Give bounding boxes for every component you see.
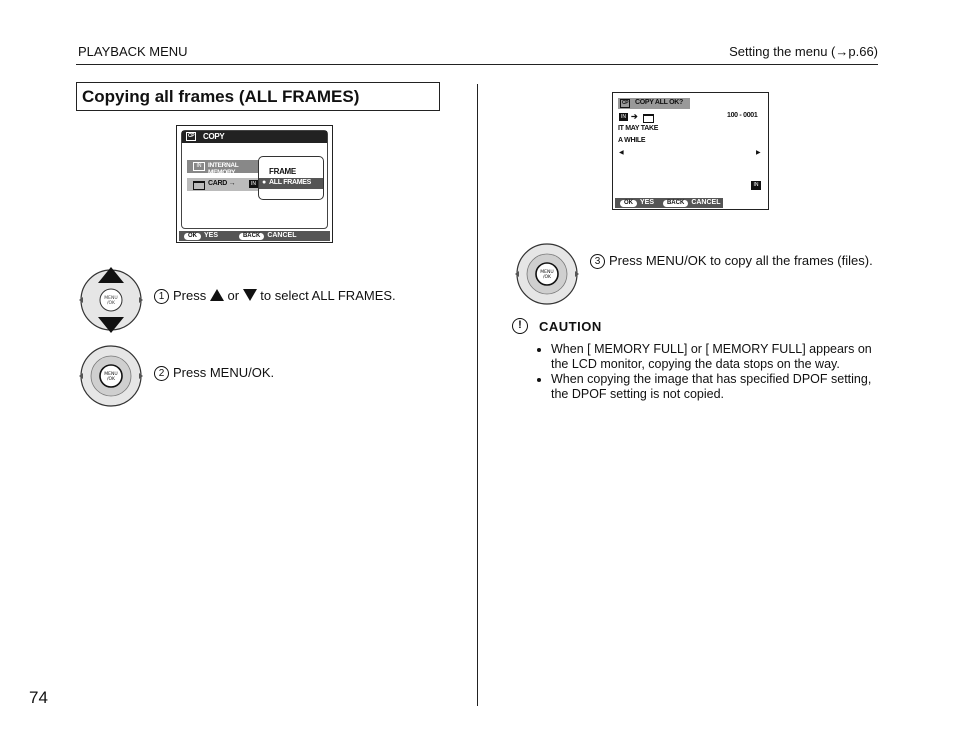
- back-key-icon: BACK: [238, 232, 265, 241]
- copy-icon: CP: [622, 100, 629, 106]
- svg-text:/OK: /OK: [106, 377, 116, 382]
- svg-text:/OK: /OK: [542, 275, 552, 280]
- page-title: Copying all frames (ALL FRAMES): [82, 87, 360, 106]
- down-triangle-icon: [243, 289, 257, 301]
- step-3: 3 Press MENU/OK to copy all the frames (files).: [590, 252, 888, 270]
- internal-memory-icon: IN: [751, 181, 761, 190]
- softkey-bar: [615, 198, 723, 208]
- card-icon: [193, 181, 205, 190]
- card-icon: [643, 114, 654, 123]
- caution-list: [537, 342, 891, 402]
- step-1: 1 Press or to select ALL FRAMES.: [154, 287, 396, 305]
- cancel-label: CANCEL: [691, 199, 721, 206]
- arrow-icon: ➔: [631, 112, 638, 121]
- up-triangle-icon: [210, 289, 224, 301]
- svg-text:MENU: MENU: [104, 372, 118, 377]
- step-number: 3: [590, 254, 605, 269]
- row-card-to-memory: CARD → IN: [187, 178, 259, 191]
- caution-item: • When copying the image that has specified DPOF setting, the DPOF setting is not copied.: [551, 372, 891, 402]
- dpad-menu-ok-icon: [78, 343, 144, 409]
- confirm-title: COPY ALL OK?: [635, 99, 683, 106]
- dpad-menu-ok-icon: [514, 241, 580, 307]
- setting-reference: Setting the menu (→p.66): [729, 44, 878, 59]
- frame-counter: 100 - 0001: [727, 112, 758, 119]
- internal-memory-icon: IN: [621, 114, 626, 120]
- step-number: 2: [154, 366, 169, 381]
- right-arrow-icon: ▶: [756, 150, 761, 156]
- step-2: 2 Press MENU/OK.: [154, 364, 274, 382]
- lcd-screen-copy: [176, 125, 333, 243]
- svg-text:MENU: MENU: [104, 296, 118, 301]
- caution-item: • When [ MEMORY FULL] or [ MEMORY FULL] appears on the LCD monitor, copying the data stops on the way.: [551, 342, 891, 372]
- section-header: PLAYBACK MENU: [78, 44, 188, 59]
- copy-options-popup: [258, 156, 324, 200]
- lcd-screen-copy-all-ok: [612, 92, 769, 210]
- svg-text:/OK: /OK: [106, 301, 116, 306]
- ok-key-icon: OK: [619, 199, 638, 208]
- left-arrow-icon: ◀: [619, 150, 624, 156]
- copy-icon: CP: [188, 133, 195, 139]
- svg-text:MENU: MENU: [540, 270, 554, 275]
- step-number: 1: [154, 289, 169, 304]
- ok-key-icon: OK: [183, 232, 202, 241]
- option-all-frames: ALL FRAMES: [269, 179, 311, 186]
- option-frame[interactable]: FRAME: [269, 167, 296, 176]
- caution-icon: !: [512, 318, 528, 334]
- column-divider: [477, 84, 478, 706]
- caution-title: CAUTION: [539, 319, 602, 334]
- message-line-2: A WHILE: [618, 137, 646, 144]
- row-internal-memory: IN INTERNAL MEMORY: [187, 160, 259, 173]
- yes-label: YES: [204, 232, 219, 239]
- screen-title: COPY: [203, 132, 225, 141]
- dpad-up-down-icon: [78, 266, 144, 334]
- cancel-label: CANCEL: [267, 232, 297, 239]
- yes-label: YES: [640, 199, 655, 206]
- back-key-icon: BACK: [662, 199, 689, 208]
- message-line-1: IT MAY TAKE: [618, 125, 659, 132]
- internal-memory-icon: IN: [251, 181, 256, 187]
- internal-memory-icon: IN: [193, 162, 205, 171]
- softkey-bar: [179, 231, 330, 241]
- page-number: 74: [29, 688, 48, 707]
- header-rule: [76, 64, 878, 65]
- option-all-frames-highlight[interactable]: ● ALL FRAMES: [259, 178, 323, 189]
- page-title-box: [76, 82, 440, 111]
